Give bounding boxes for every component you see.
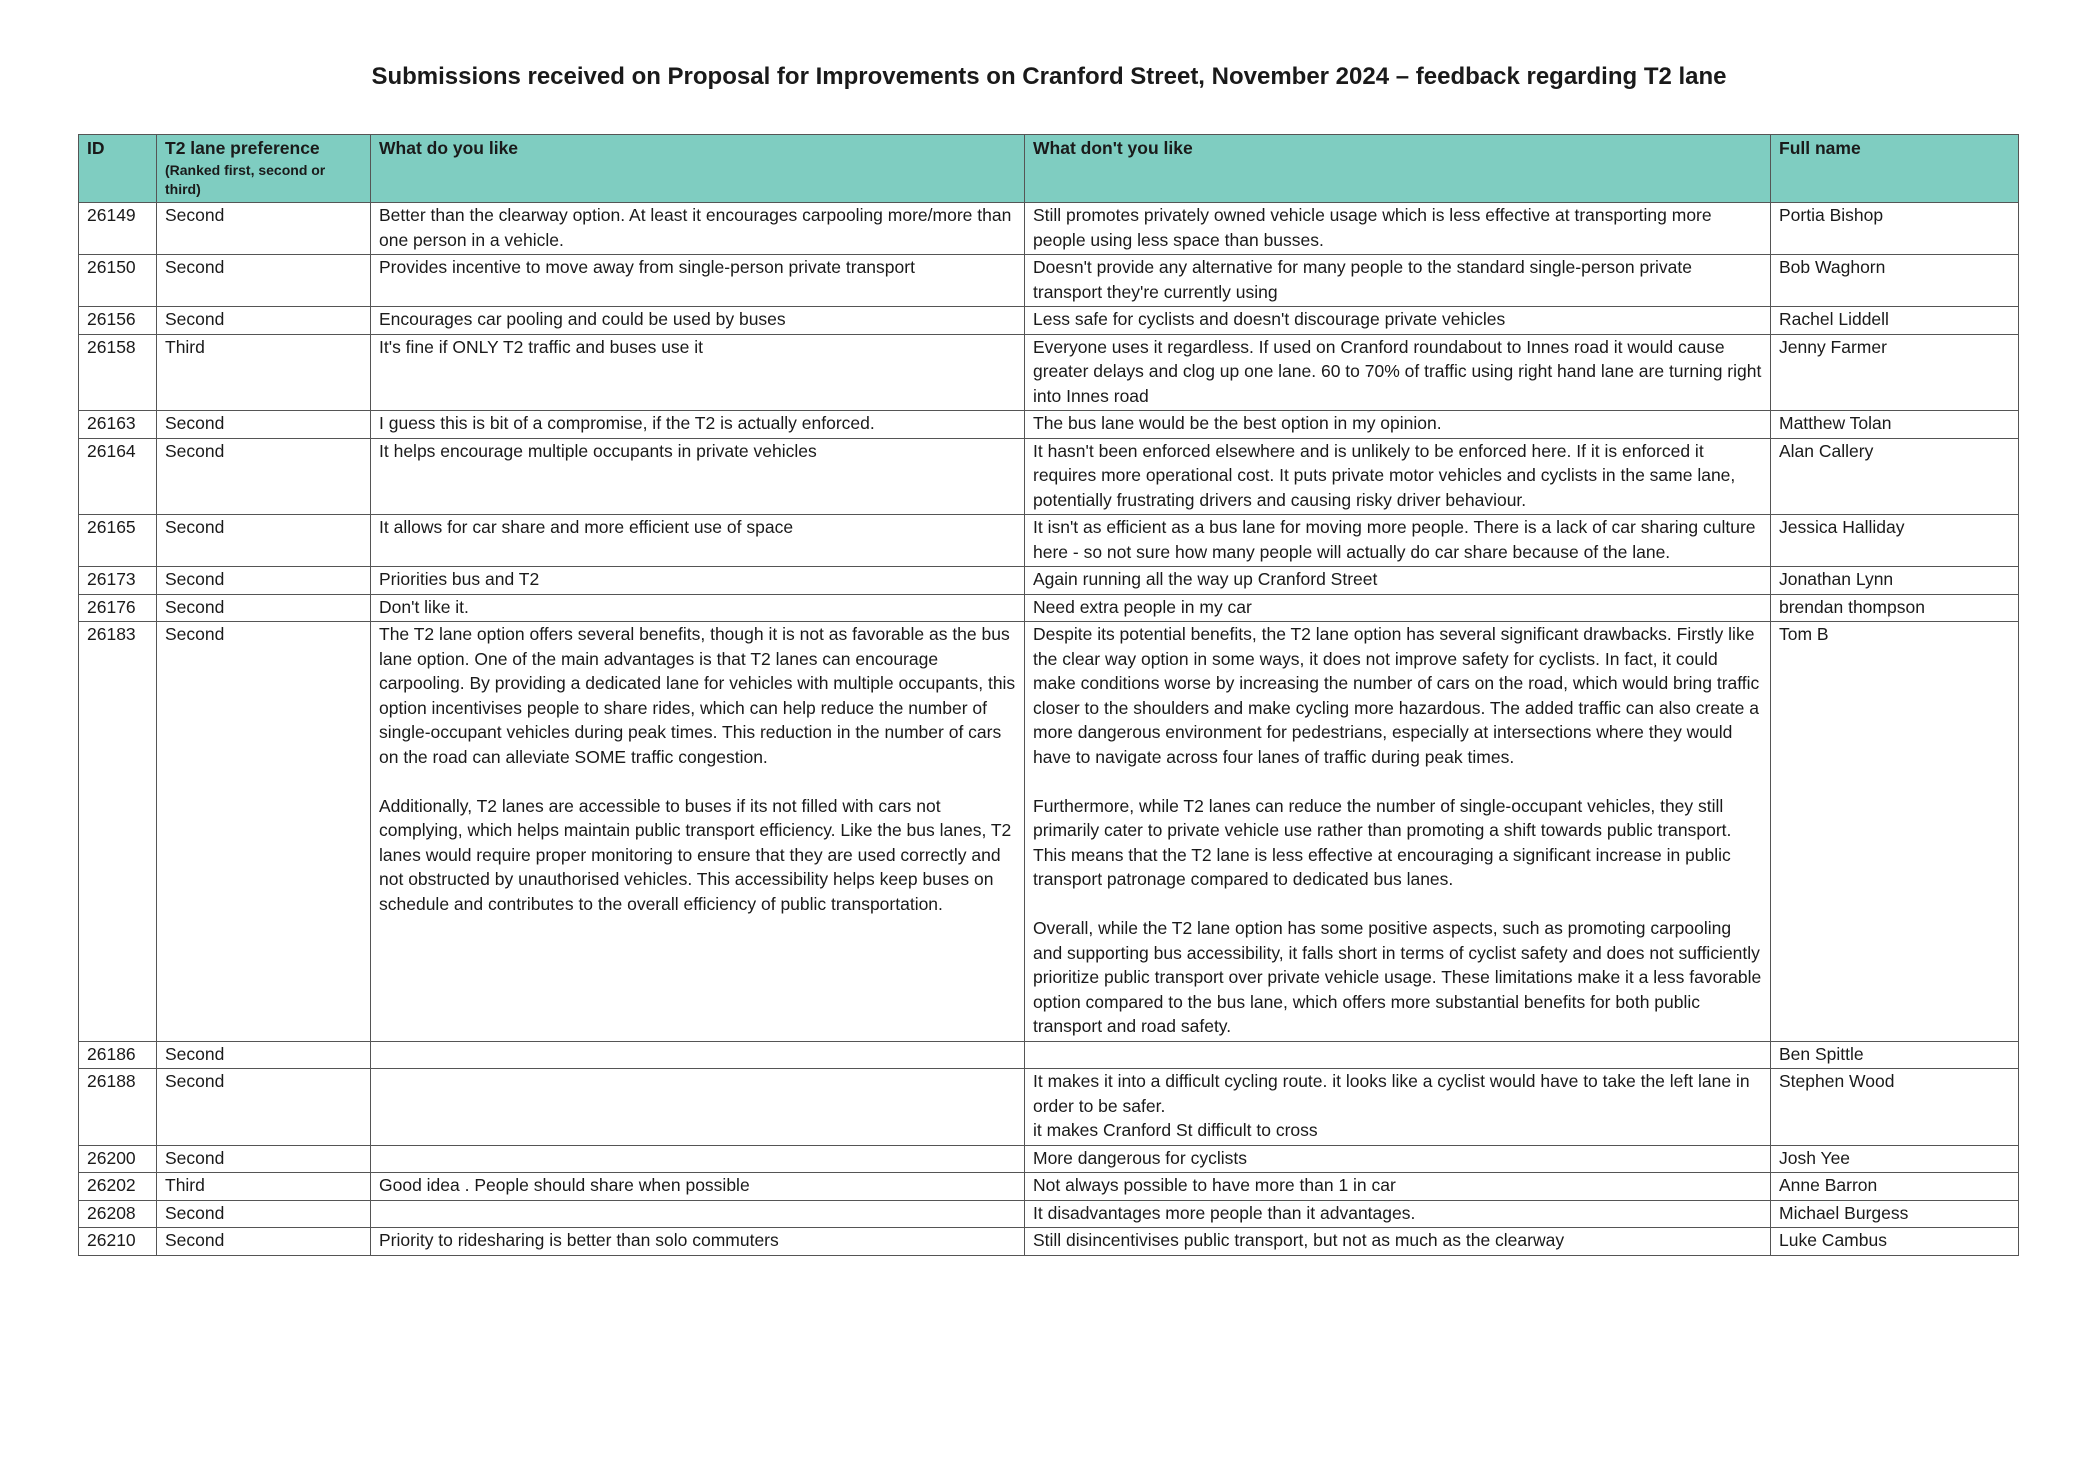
- cell-like: Provides incentive to move away from single-person private transport: [371, 255, 1025, 307]
- cell-id: 26173: [79, 567, 157, 595]
- cell-preference: Second: [157, 622, 371, 1042]
- cell-like: [371, 1145, 1025, 1173]
- cell-id: 26208: [79, 1200, 157, 1228]
- cell-dislike: The bus lane would be the best option in my opinion.: [1025, 411, 1771, 439]
- preference-header-note: (Ranked first, second or third): [165, 161, 326, 197]
- cell-id: 26164: [79, 438, 157, 515]
- cell-id: 26163: [79, 411, 157, 439]
- cell-dislike: Still promotes privately owned vehicle usage which is less effective at transporting more people using less space than busses.: [1025, 203, 1771, 255]
- table-row: [79, 1173, 2019, 1201]
- table-row: [79, 438, 2019, 515]
- cell-preference: Second: [157, 307, 371, 335]
- table-row: [79, 594, 2019, 622]
- cell-preference: Second: [157, 594, 371, 622]
- column-header-dislike: What don't you like: [1025, 135, 1771, 203]
- cell-name: Portia Bishop: [1771, 203, 2019, 255]
- cell-id: 26200: [79, 1145, 157, 1173]
- cell-name: Ben Spittle: [1771, 1041, 2019, 1069]
- cell-id: 26150: [79, 255, 157, 307]
- table-row: [79, 515, 2019, 567]
- cell-name: Stephen Wood: [1771, 1069, 2019, 1146]
- cell-like: It allows for car share and more efficient use of space: [371, 515, 1025, 567]
- cell-preference: Second: [157, 203, 371, 255]
- cell-like: [371, 1069, 1025, 1146]
- table-row: [79, 1145, 2019, 1173]
- cell-dislike: Need extra people in my car: [1025, 594, 1771, 622]
- table-row: [79, 1200, 2019, 1228]
- cell-name: Alan Callery: [1771, 438, 2019, 515]
- cell-id: 26183: [79, 622, 157, 1042]
- cell-id: 26165: [79, 515, 157, 567]
- column-header-id: ID: [79, 135, 157, 203]
- cell-id: 26210: [79, 1228, 157, 1256]
- table-row: [79, 255, 2019, 307]
- table-row: [79, 622, 2019, 1042]
- preference-header-label: T2 lane preference: [165, 138, 320, 158]
- cell-dislike: Everyone uses it regardless. If used on Cranford roundabout to Innes road it would cause greater delays and clog up one lane. 60 to 70% of traffic using right hand lane are turning right into Innes road: [1025, 334, 1771, 411]
- cell-name: Michael Burgess: [1771, 1200, 2019, 1228]
- cell-id: 26186: [79, 1041, 157, 1069]
- cell-preference: Second: [157, 1145, 371, 1173]
- table-row: [79, 307, 2019, 335]
- cell-name: Luke Cambus: [1771, 1228, 2019, 1256]
- cell-id: 26188: [79, 1069, 157, 1146]
- cell-dislike: Still disincentivises public transport, but not as much as the clearway: [1025, 1228, 1771, 1256]
- cell-like: Encourages car pooling and could be used by buses: [371, 307, 1025, 335]
- cell-name: Jenny Farmer: [1771, 334, 2019, 411]
- table-row: [79, 1069, 2019, 1146]
- cell-preference: Second: [157, 411, 371, 439]
- cell-dislike: It hasn't been enforced elsewhere and is unlikely to be enforced here. If it is enforced it requires more operational cost. It puts private motor vehicles and cyclists in the same lane, potentially frustrating drivers and causing risky driver behaviour.: [1025, 438, 1771, 515]
- cell-preference: Second: [157, 567, 371, 595]
- cell-name: Anne Barron: [1771, 1173, 2019, 1201]
- table-row: [79, 334, 2019, 411]
- cell-dislike: It makes it into a difficult cycling route. it looks like a cyclist would have to take the left lane in order to be safer. it makes Cranford St difficult to cross: [1025, 1069, 1771, 1146]
- table-row: [79, 411, 2019, 439]
- cell-name: brendan thompson: [1771, 594, 2019, 622]
- cell-like: Good idea . People should share when possible: [371, 1173, 1025, 1201]
- cell-dislike: Doesn't provide any alternative for many people to the standard single-person private transport they're currently using: [1025, 255, 1771, 307]
- cell-like: It helps encourage multiple occupants in private vehicles: [371, 438, 1025, 515]
- cell-preference: Second: [157, 515, 371, 567]
- cell-preference: Second: [157, 255, 371, 307]
- cell-id: 26149: [79, 203, 157, 255]
- column-header-preference: [157, 135, 371, 203]
- cell-name: Rachel Liddell: [1771, 307, 2019, 335]
- cell-like: Don't like it.: [371, 594, 1025, 622]
- cell-preference: Second: [157, 1069, 371, 1146]
- cell-dislike: Despite its potential benefits, the T2 lane option has several significant drawbacks. Firstly like the clear way option in some ways, it does not improve safety for cyclists. In fact, it could make conditions worse by increasing the number of cars on the road, which would bring traffic closer to the shoulders and make cycling more hazardous. The added traffic can also create a more dangerous environment for pedestrians, especially at intersections where they would have to navigate across four lanes of traffic during peak times. Furthermore, while T2 lanes can reduce the number of single-occupant vehicles, they still primarily cater to private vehicle use rather than promoting a shift towards public transport. This means that the T2 lane is less effective at encouraging a significant increase in public transport patronage compared to dedicated bus lanes. Overall, while the T2 lane option has some positive aspects, such as promoting carpooling and supporting bus accessibility, it falls short in terms of cyclist safety and does not sufficiently prioritize public transport over private vehicle usage. These limitations make it a less favorable option compared to the bus lane, which offers more substantial benefits for both public transport and road safety.: [1025, 622, 1771, 1042]
- table-row: [79, 1228, 2019, 1256]
- cell-like: [371, 1041, 1025, 1069]
- cell-preference: Second: [157, 1228, 371, 1256]
- cell-like: It's fine if ONLY T2 traffic and buses use it: [371, 334, 1025, 411]
- cell-dislike: Not always possible to have more than 1 in car: [1025, 1173, 1771, 1201]
- cell-dislike: Less safe for cyclists and doesn't discourage private vehicles: [1025, 307, 1771, 335]
- table-row: [79, 567, 2019, 595]
- column-header-name: Full name: [1771, 135, 2019, 203]
- cell-preference: Second: [157, 1200, 371, 1228]
- cell-like: I guess this is bit of a compromise, if the T2 is actually enforced.: [371, 411, 1025, 439]
- cell-id: 26158: [79, 334, 157, 411]
- cell-name: Tom B: [1771, 622, 2019, 1042]
- cell-like: [371, 1200, 1025, 1228]
- cell-name: Jonathan Lynn: [1771, 567, 2019, 595]
- submissions-table: [78, 134, 2019, 1256]
- cell-name: Jessica Halliday: [1771, 515, 2019, 567]
- cell-like: Priorities bus and T2: [371, 567, 1025, 595]
- cell-id: 26156: [79, 307, 157, 335]
- cell-preference: Second: [157, 438, 371, 515]
- cell-preference: Second: [157, 1041, 371, 1069]
- cell-name: Josh Yee: [1771, 1145, 2019, 1173]
- cell-preference: Third: [157, 1173, 371, 1201]
- page-title: Submissions received on Proposal for Improvements on Cranford Street, November 2024 – feedback regarding T2 lane: [371, 63, 1727, 90]
- table-header-row: [79, 135, 2019, 203]
- cell-id: 26202: [79, 1173, 157, 1201]
- cell-dislike: [1025, 1041, 1771, 1069]
- cell-name: Matthew Tolan: [1771, 411, 2019, 439]
- cell-like: The T2 lane option offers several benefits, though it is not as favorable as the bus lane option. One of the main advantages is that T2 lanes can encourage carpooling. By providing a dedicated lane for vehicles with multiple occupants, this option incentivises people to share rides, which can help reduce the number of single-occupant vehicles during peak times. This reduction in the number of cars on the road can alleviate SOME traffic congestion. Additionally, T2 lanes are accessible to buses if its not filled with cars not complying, which helps maintain public transport efficiency. Like the bus lanes, T2 lanes would require proper monitoring to ensure that they are used correctly and not obstructed by unauthorised vehicles. This accessibility helps keep buses on schedule and contributes to the overall efficiency of public transportation.: [371, 622, 1025, 1042]
- cell-like: Better than the clearway option. At least it encourages carpooling more/more than one person in a vehicle.: [371, 203, 1025, 255]
- column-header-like: What do you like: [371, 135, 1025, 203]
- cell-dislike: It isn't as efficient as a bus lane for moving more people. There is a lack of car sharing culture here - so not sure how many people will actually do car share because of the lane.: [1025, 515, 1771, 567]
- cell-id: 26176: [79, 594, 157, 622]
- cell-dislike: More dangerous for cyclists: [1025, 1145, 1771, 1173]
- cell-preference: Third: [157, 334, 371, 411]
- cell-name: Bob Waghorn: [1771, 255, 2019, 307]
- table-row: [79, 1041, 2019, 1069]
- cell-dislike: Again running all the way up Cranford Street: [1025, 567, 1771, 595]
- table-row: [79, 203, 2019, 255]
- cell-like: Priority to ridesharing is better than solo commuters: [371, 1228, 1025, 1256]
- cell-dislike: It disadvantages more people than it advantages.: [1025, 1200, 1771, 1228]
